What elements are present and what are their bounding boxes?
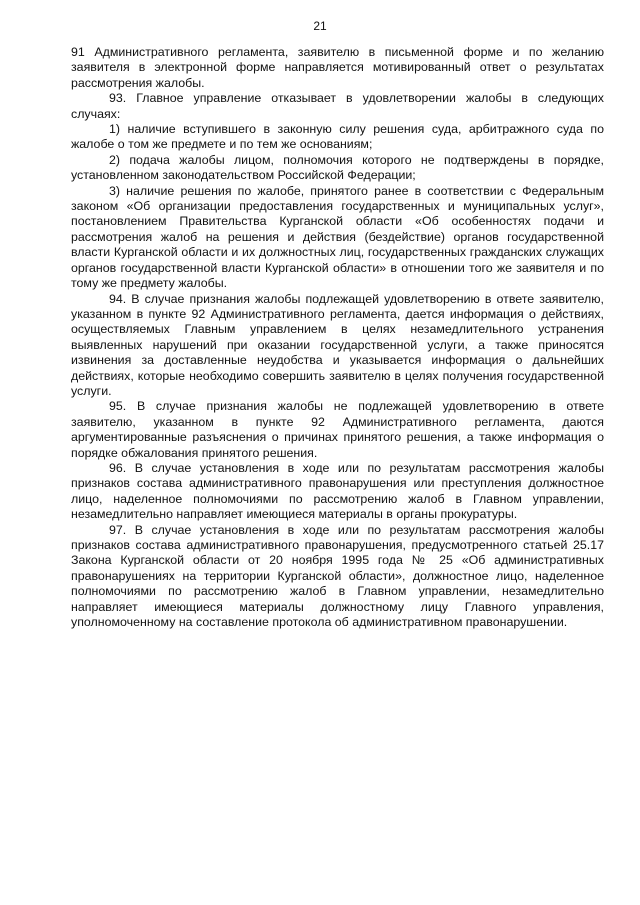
paragraph-93-item-3: 3) наличие решения по жалобе, принятого ранее в соответствии с Федеральным законом «Об организации предоставления государственных и муниципальных услуг», постановлением Правительства Курганской области «Об особенностях подачи и рассмотрения жалоб на решения и действия (бездействие) органов государственной власти Курганской области и их должностных лиц, государственных гражданских служащих органов государственной власти Курганской области» в отношении того же заявителя и по тому же предмету жалобы. bbox=[71, 183, 604, 291]
paragraph-97: 97. В случае установления в ходе или по результатам рассмотрения жалобы признаков состава административного правонарушения, предусмотренного статьей 25.17 Закона Курганской области от 20 ноября 1995 года № 25 «Об административных правонарушениях на территории Курганской области», должностное лицо, наделенное полномочиями по рассмотрению жалоб в Главном управлении, незамедлительно направляет имеющиеся материалы должностному лицу Главного управления, уполномоченному на составление протокола об административном правонарушении. bbox=[71, 522, 604, 630]
paragraph-95: 95. В случае признания жалобы не подлежащей удовлетворению в ответе заявителю, указанном в пункте 92 Административного регламента, даются аргументированные разъяснения о причинах принятого решения, а также информация о порядке обжалования принятого решения. bbox=[71, 399, 604, 460]
paragraph-93-item-1: 1) наличие вступившего в законную силу решения суда, арбитражного суда по жалобе о том же предмете и по тем же основаниям; bbox=[71, 122, 604, 152]
paragraph-94: 94. В случае признания жалобы подлежащей удовлетворению в ответе заявителю, указанном в пункте 92 Административного регламента, дается информация о действиях, осуществляемых Главным управлением в целях незамедлительного устранения выявленных нарушений при оказании государственной услуги, а также приносятся извинения за доставленные неудобства и указывается информация о дальнейших действиях, которые необходимо совершить заявителю в целях получения государственной услуги. bbox=[71, 291, 604, 398]
document-body bbox=[71, 45, 604, 630]
paragraph-93-item-2: 2) подача жалобы лицом, полномочия которого не подтверждены в порядке, установленном законодательством Российской Федерации; bbox=[71, 152, 604, 183]
paragraph-93: 93. Главное управление отказывает в удовлетворении жалобы в следующих случаях: bbox=[71, 91, 604, 121]
paragraph-91-continuation: 91 Административного регламента, заявителю в письменной форме и по желанию заявителя в электронной форме направляется мотивированный ответ о результатах рассмотрения жалобы. bbox=[71, 45, 604, 90]
paragraph-96: 96. В случае установления в ходе или по результатам рассмотрения жалобы признаков состава административного правонарушения или преступления должностное лицо, наделенное полномочиями по рассмотрению жалоб в Главном управлении, незамедлительно направляет имеющиеся материалы в органы прокуратуры. bbox=[71, 460, 604, 522]
page-number: 21 bbox=[313, 19, 327, 33]
